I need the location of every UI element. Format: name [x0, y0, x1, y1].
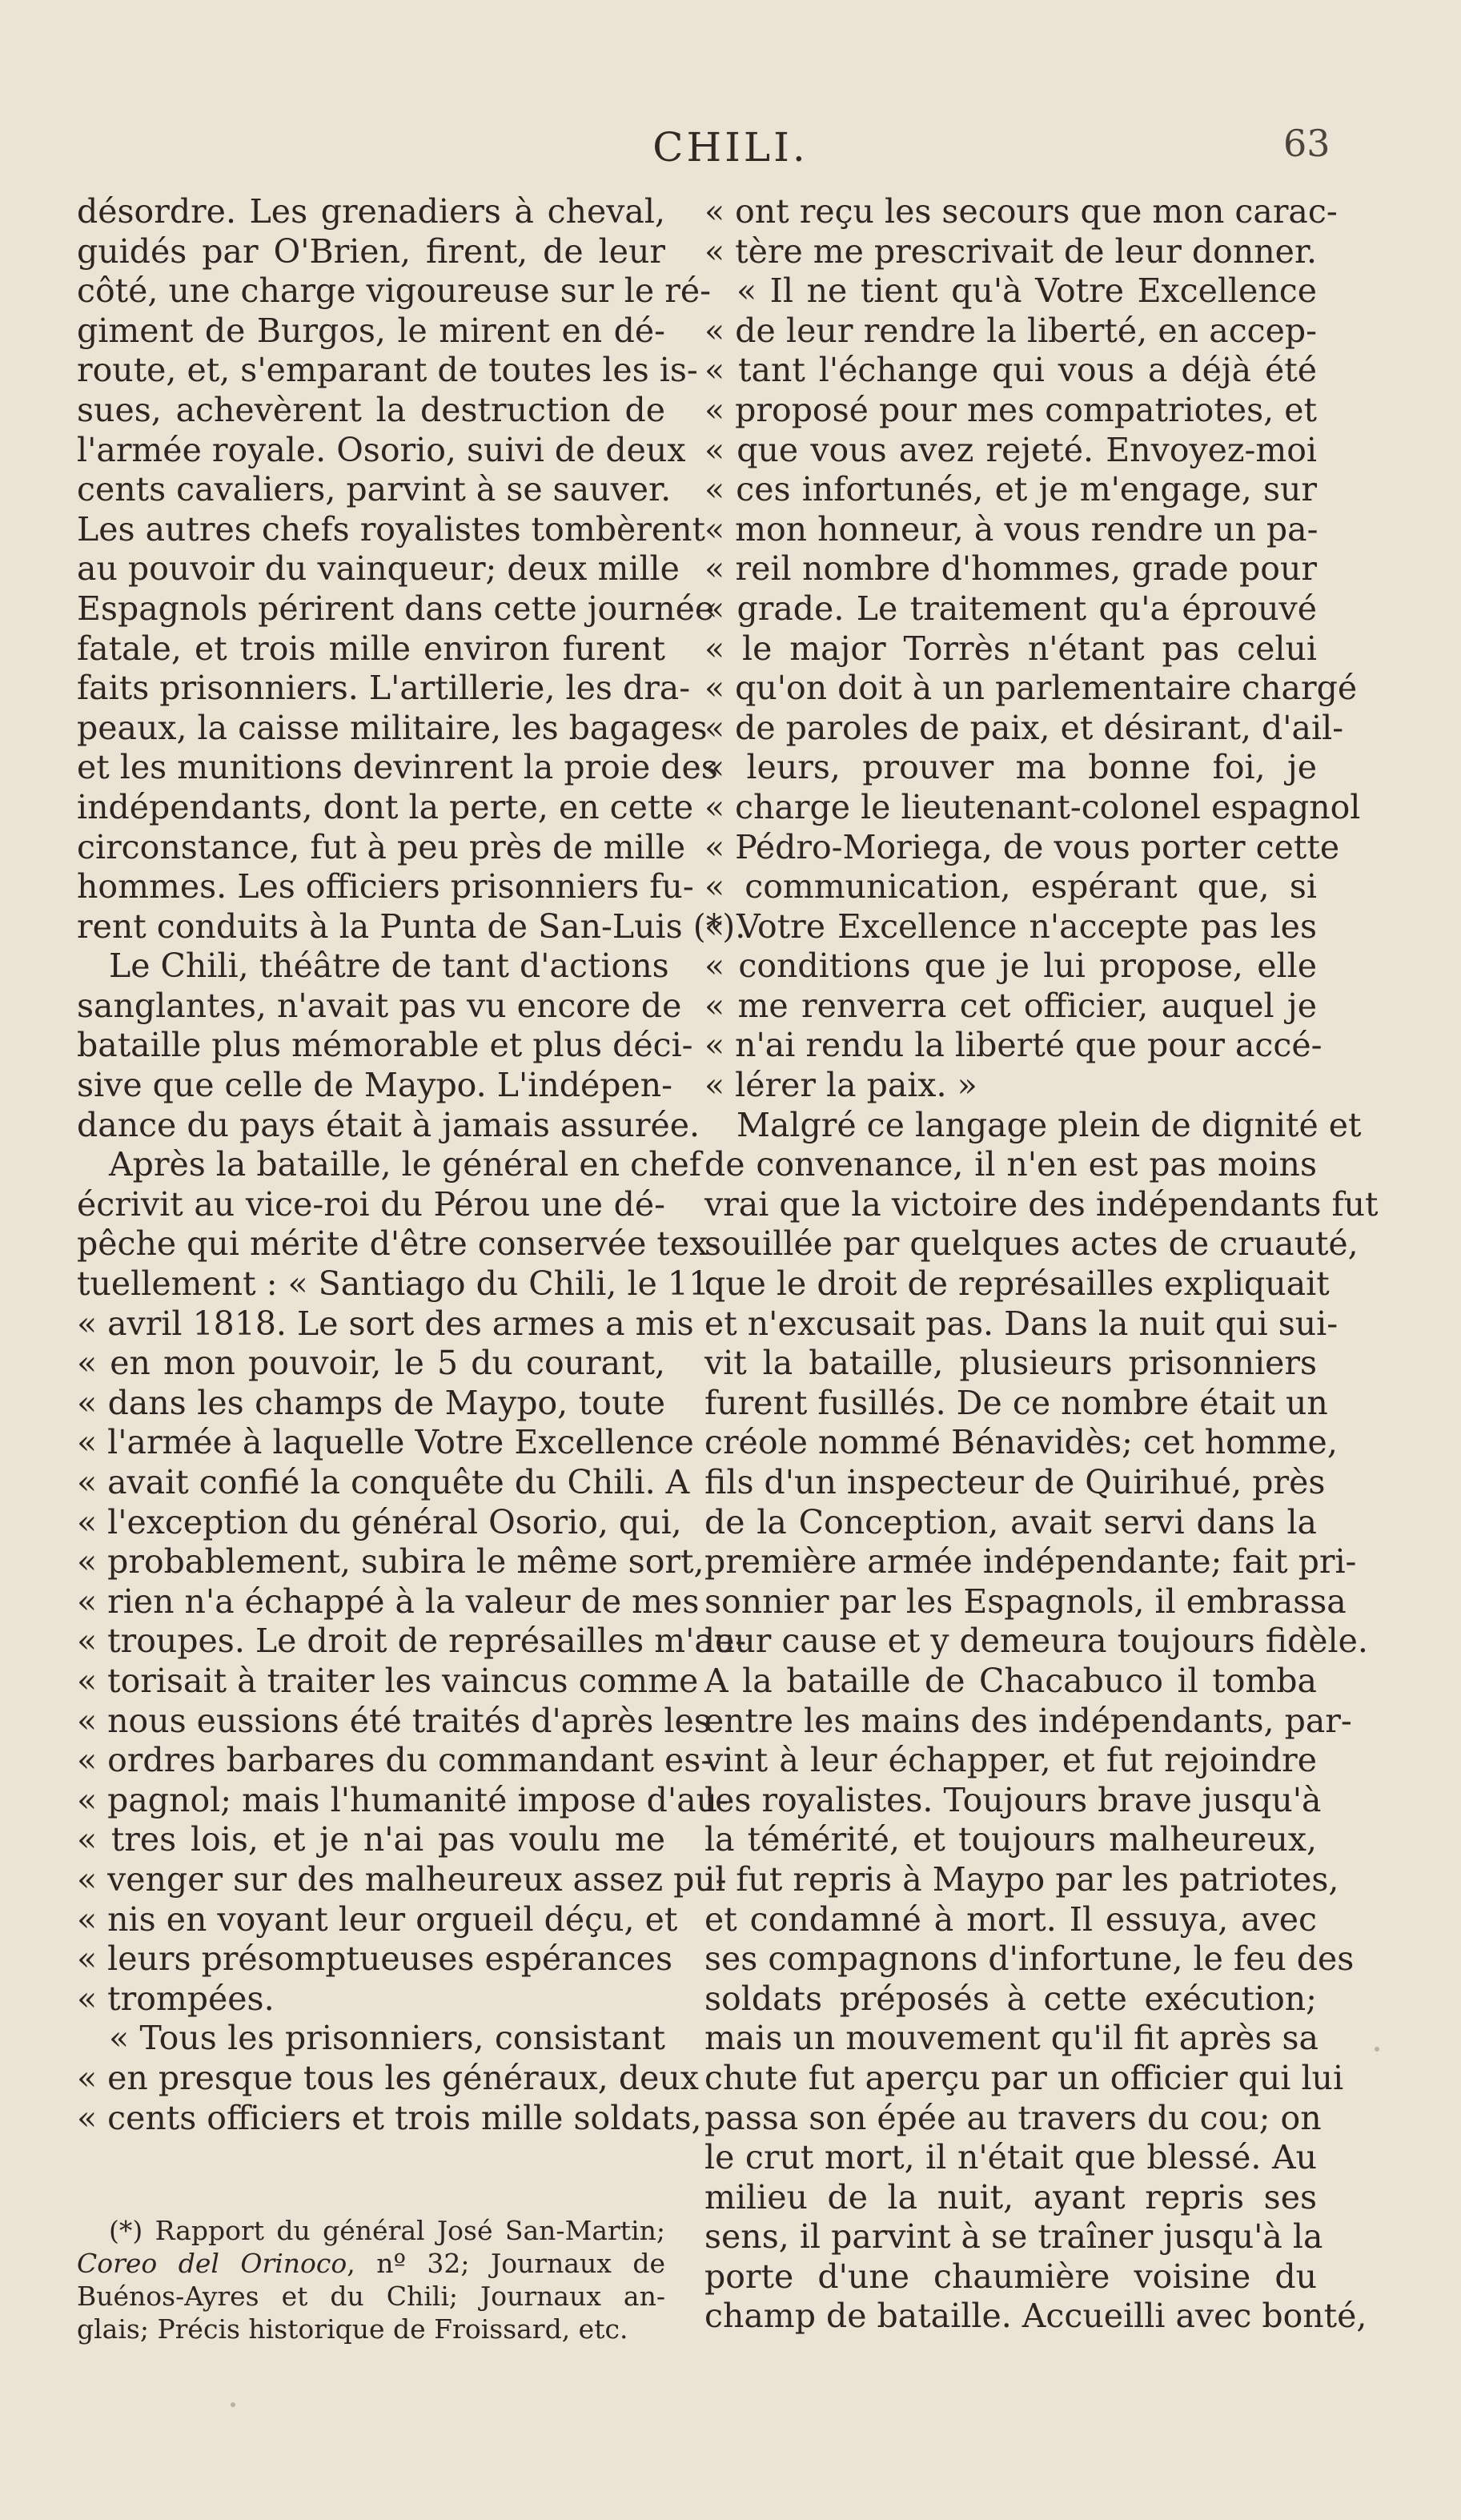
text-line: route, et, s'emparant de toutes les is-: [77, 351, 698, 390]
text-line: « ces infortunés, et je m'engage, sur: [704, 470, 1317, 509]
right-column: [704, 192, 1379, 2337]
text-line: « reil nombre d'hommes, grade pour: [704, 549, 1317, 589]
text-line: furent fusillés. De ce nombre était un: [704, 1383, 1328, 1422]
text-line: sive que celle de Maypo. L'indépen-: [77, 1066, 673, 1105]
text-line: peaux, la caisse militaire, les bagages: [77, 708, 708, 747]
text-line: première armée indépendante; fait pri-: [704, 1542, 1357, 1582]
text-line: chute fut aperçu par un officier qui lui: [704, 2058, 1344, 2097]
text-line: porte d'une chaumière voisine du: [704, 2257, 1317, 2296]
text-line: « Tous les prisonniers, consistant: [109, 2019, 665, 2058]
text-line: « Pédro-Moriega, de vous porter cette: [704, 827, 1340, 866]
text-line: « avait confié la conquête du Chili. A: [77, 1463, 690, 1501]
text-line: indépendants, dont la perte, en cette: [77, 787, 694, 826]
text-line: « leurs, prouver ma bonne foi, je: [704, 748, 1317, 787]
text-line: « lérer la paix. »: [704, 1066, 977, 1105]
text-line: « conditions que je lui propose, elle: [704, 947, 1317, 986]
text-line: dance du pays était à jamais assurée.: [77, 1105, 700, 1144]
text-line: « tère me prescrivait de leur donner.: [704, 231, 1318, 271]
text-line: Après la bataille, le général en chef: [109, 1145, 701, 1184]
text-line: champ de bataille. Accueilli avec bonté,: [704, 2297, 1367, 2336]
text-line: A la bataille de Chacabuco il tomba: [704, 1661, 1317, 1700]
text-line: côté, une charge vigoureuse sur le ré-: [77, 271, 711, 311]
paper-speck: [1375, 2047, 1379, 2052]
text-line: « en mon pouvoir, le 5 du courant,: [77, 1344, 665, 1383]
text-line: vit la bataille, plusieurs prisonniers: [704, 1344, 1317, 1383]
text-line: « me renverra cet officier, auquel je: [704, 986, 1317, 1025]
text-line: « ont reçu les secours que mon carac-: [704, 192, 1338, 231]
text-line: « l'armée à laquelle Votre Excellence: [77, 1423, 694, 1462]
text-line: milieu de la nuit, ayant repris ses: [704, 2177, 1317, 2217]
text-line: au pouvoir du vainqueur; deux mille: [77, 549, 680, 589]
text-line: « de paroles de paix, et désirant, d'ail-: [704, 708, 1344, 747]
text-line: « trompées.: [77, 1979, 275, 2018]
text-line: « tant l'échange qui vous a déjà été: [704, 351, 1317, 390]
text-line: et les munitions devinrent la proie des: [77, 748, 718, 787]
text-line: le crut mort, il n'était que blessé. Au: [704, 2138, 1317, 2177]
text-line: « ordres barbares du commandant es-: [77, 1741, 712, 1780]
text-line: et n'excusait pas. Dans la nuit qui sui-: [704, 1304, 1339, 1343]
text-line: guidés par O'Brien, firent, de leur: [77, 231, 665, 271]
text-line: « troupes. Le droit de représailles m'au-: [77, 1622, 747, 1661]
text-line: il fut repris à Maypo par les patriotes,: [704, 1859, 1339, 1899]
text-line: « charge le lieutenant-colonel espagnol: [704, 787, 1361, 826]
text-line: « grade. Le traitement qu'a éprouvé: [704, 589, 1317, 628]
text-line: mais un mouvement qu'il fit après sa: [704, 2019, 1319, 2058]
text-line: circonstance, fut à peu près de mille: [77, 827, 686, 866]
text-line: écrivit au vice-roi du Pérou une dé-: [77, 1184, 665, 1224]
text-line: de convenance, il n'en est pas moins: [704, 1145, 1317, 1184]
footnote-line: Buénos-Ayres et du Chili; Journaux an-: [77, 2281, 665, 2312]
text-line: fatale, et trois mille environ furent: [77, 629, 665, 668]
text-line: de la Conception, avait servi dans la: [704, 1502, 1317, 1541]
page-number: 63: [1283, 122, 1331, 165]
text-line: « Il ne tient qu'à Votre Excellence: [737, 271, 1317, 311]
text-line: vint à leur échapper, et fut rejoindre: [704, 1741, 1317, 1780]
text-line: sues, achevèrent la destruction de: [77, 390, 665, 429]
text-line: Espagnols périrent dans cette journée: [77, 589, 715, 628]
text-line: créole nommé Bénavidès; cet homme,: [704, 1423, 1338, 1462]
text-line: désordre. Les grenadiers à cheval,: [77, 192, 665, 231]
text-line: « en presque tous les généraux, deux: [77, 2058, 699, 2097]
text-line: « communication, espérant que, si: [704, 867, 1317, 906]
text-line: Les autres chefs royalistes tombèrent: [77, 509, 705, 549]
text-line: « dans les champs de Maypo, toute: [77, 1383, 665, 1422]
text-line: sanglantes, n'avait pas vu encore de: [77, 986, 682, 1025]
text-line: bataille plus mémorable et plus déci-: [77, 1026, 693, 1065]
text-line: giment de Burgos, le mirent en dé-: [77, 311, 665, 350]
text-line: « que vous avez rejeté. Envoyez-moi: [704, 430, 1317, 469]
text-line: « nis en voyant leur orgueil déçu, et: [77, 1899, 678, 1939]
text-line: « leurs présomptueuses espérances: [77, 1939, 672, 1979]
footnote: [77, 2214, 665, 2345]
text-line: pêche qui mérite d'être conservée tex-: [77, 1224, 719, 1264]
footnote-line: (*) Rapport du général José San-Martin;: [109, 2215, 665, 2246]
text-line: leur cause et y demeura toujours fidèle.: [704, 1622, 1368, 1661]
text-line: « rien n'a échappé à la valeur de mes: [77, 1582, 700, 1621]
text-line: « l'exception du général Osorio, qui,: [77, 1502, 682, 1541]
text-line: « Votre Excellence n'accepte pas les: [704, 906, 1317, 946]
text-line: cents cavaliers, parvint à se sauver.: [77, 470, 672, 509]
text-line: vrai que la victoire des indépendants fut: [704, 1184, 1379, 1224]
text-line: et condamné à mort. Il essuya, avec: [704, 1899, 1317, 1939]
text-line: « probablement, subira le même sort,: [77, 1542, 704, 1582]
text-line: faits prisonniers. L'artillerie, les dra-: [77, 669, 691, 708]
text-line: fils d'un inspecteur de Quirihué, près: [704, 1463, 1326, 1501]
left-column: [77, 192, 747, 2138]
text-line: que le droit de représailles expliquait: [704, 1264, 1330, 1304]
text-line: passa son épée au travers du cou; on: [704, 2098, 1322, 2137]
text-line: ses compagnons d'infortune, le feu des: [704, 1939, 1355, 1979]
text-line: sens, il parvint à se traîner jusqu'à la: [704, 2217, 1323, 2257]
footnote-line: glais; Précis historique de Froissard, etc.: [77, 2313, 628, 2345]
text-line: « proposé pour mes compatriotes, et: [704, 390, 1317, 429]
text-line: « pagnol; mais l'humanité impose d'au-: [77, 1780, 728, 1819]
text-line: tuellement : « Santiago du Chili, le 11: [77, 1264, 710, 1304]
text-line: « venger sur des malheureux assez pu-: [77, 1859, 727, 1899]
text-line: soldats préposés à cette exécution;: [704, 1979, 1317, 2018]
text-line: « tres lois, et je n'ai pas voulu me: [77, 1820, 665, 1859]
text-line: la témérité, et toujours malheureux,: [704, 1820, 1317, 1859]
text-line: « n'ai rendu la liberté que pour accé-: [704, 1026, 1323, 1065]
running-header-title: CHILI.: [652, 124, 809, 171]
text-line: « avril 1818. Le sort des armes a mis: [77, 1304, 694, 1343]
text-line: « de leur rendre la liberté, en accep-: [704, 311, 1317, 350]
text-line: rent conduits à la Punta de San-Luis (*).: [77, 906, 746, 946]
text-line: Malgré ce langage plein de dignité et: [737, 1105, 1362, 1144]
text-line: « mon honneur, à vous rendre un pa-: [704, 509, 1319, 549]
text-line: l'armée royale. Osorio, suivi de deux: [77, 430, 686, 469]
text-line: sonnier par les Espagnols, il embrassa: [704, 1582, 1347, 1621]
text-line: souillée par quelques actes de cruauté,: [704, 1224, 1359, 1264]
paper-speck: [231, 2402, 235, 2407]
text-line: « le major Torrès n'étant pas celui: [704, 629, 1317, 668]
text-line: « qu'on doit à un parlementaire chargé: [704, 669, 1358, 708]
text-line: les royalistes. Toujours brave jusqu'à: [704, 1780, 1322, 1819]
text-line: entre les mains des indépendants, par-: [704, 1701, 1352, 1740]
text-line: « nous eussions été traités d'après les: [77, 1701, 711, 1740]
footnote-line: Coreo del Orinoco, nº 32; Journaux de: [77, 2248, 665, 2279]
text-line: « cents officiers et trois mille soldats,: [77, 2098, 702, 2137]
text-line: hommes. Les officiers prisonniers fu-: [77, 867, 694, 906]
text-line: Le Chili, théâtre de tant d'actions: [109, 947, 669, 986]
text-line: « torisait à traiter les vaincus comme: [77, 1661, 699, 1700]
